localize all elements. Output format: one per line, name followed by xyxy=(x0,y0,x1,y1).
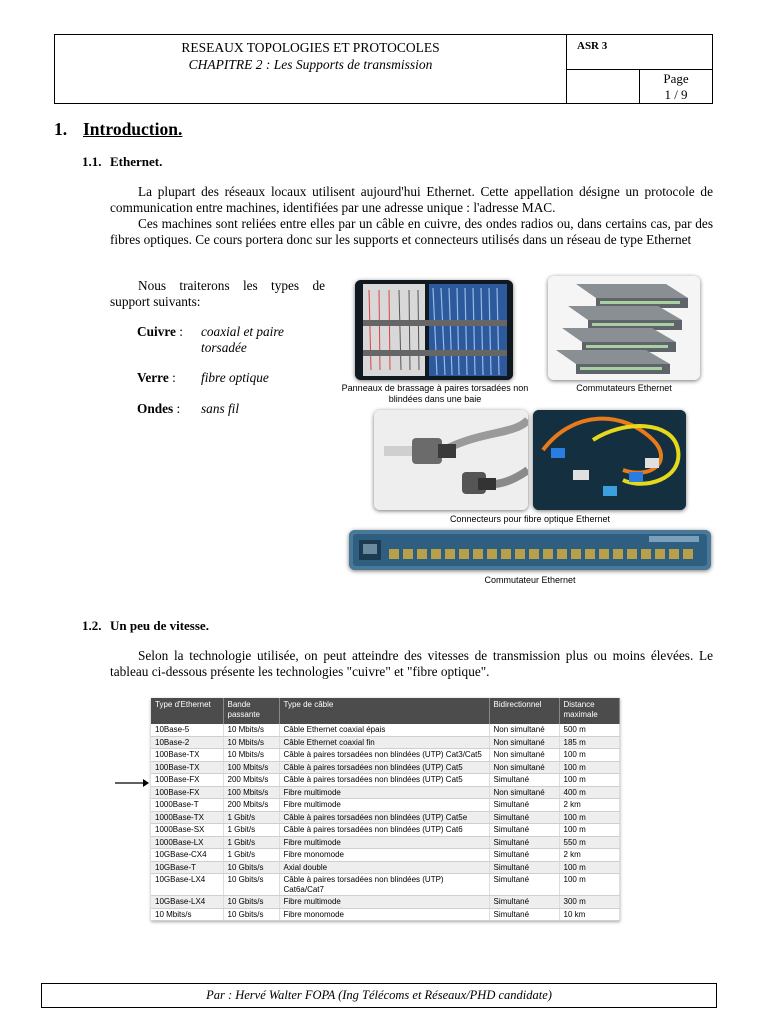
table-row: 100Base-FX 200 Mbits/s Câble à paires torsadées non blindées (UTP) Cat5 Simultané 100 m xyxy=(151,774,619,787)
switches-image xyxy=(548,276,700,380)
caption-patch-panels: Panneaux de brassage à paires torsadées non blindées dans une baie xyxy=(341,383,529,404)
media-item-glass: Verre : fibre optique xyxy=(137,370,269,385)
col-header-cable: Type de câble xyxy=(279,698,489,724)
page-number-cell xyxy=(639,69,712,103)
table-row: 100Base-FX 100 Mbits/s Fibre multimode Non simultané 400 m xyxy=(151,786,619,799)
switch-photo xyxy=(349,530,711,570)
fiber-connector-photo-2 xyxy=(533,410,686,510)
page-label: Page xyxy=(663,71,689,86)
table-row: 1000Base-SX 1 Gbit/s Câble à paires torsadées non blindées (UTP) Cat6 Simultané 100 m xyxy=(151,824,619,837)
page-header xyxy=(54,34,713,104)
chapter-title: CHAPITRE 2 : Les Supports de transmission xyxy=(188,57,433,72)
col-header-type: Type d'Ethernet xyxy=(151,698,223,724)
media-list xyxy=(110,278,325,310)
fiber-connector-photo-1 xyxy=(374,410,528,510)
section-title: Introduction. xyxy=(83,119,183,139)
speed-paragraph: Selon la technologie utilisée, on peut atteindre des vitesses de transmission plus ou moins élevées. Le tableau ci-dessous présente les technologies "cuivre" et "fibre optique". xyxy=(110,648,713,679)
paragraph-2: Ces machines sont reliées entre elles par un câble en cuivre, des ondes radios ou, dans certains cas, par des fibres optiques. Ce cours portera donc sur les supports et connecteurs utilisés dans un réseau de type Ethernet xyxy=(110,216,713,247)
caption-switches: Commutateurs Ethernet xyxy=(576,383,672,393)
col-header-bandwidth: Bande passante xyxy=(223,698,279,724)
media-list-intro: Nous traiterons les types de support suivants: xyxy=(110,278,325,309)
table-row: 10 Mbits/s 10 Gbits/s Fibre monomode Simultané 10 km xyxy=(151,908,619,921)
subsection-heading-speed: 1.2. Un peu de vitesse. xyxy=(82,618,209,633)
header-title-cell xyxy=(55,35,567,103)
patch-panel-image xyxy=(355,280,513,380)
ethernet-paragraph xyxy=(110,184,713,248)
table-row: 10Base-2 10 Mbits/s Câble Ethernet coaxial fin Non simultané 185 m xyxy=(151,736,619,749)
paragraph-1: La plupart des réseaux locaux utilisent aujourd'hui Ethernet. Cette appellation désigne un protocole de communication entre machines, identifiées par une adresse unique : l'adresse MAC. xyxy=(110,184,713,215)
table-row: 10GBase-LX4 10 Gbits/s Câble à paires torsadées non blindées (UTP) Cat6a/Cat7 Simultané 100 m xyxy=(151,874,619,896)
table-row: 1000Base-TX 1 Gbit/s Câble à paires torsadées non blindées (UTP) Cat5e Simultané 100 m xyxy=(151,811,619,824)
col-header-distance: Distance maximale xyxy=(559,698,619,724)
author-credit: Par : Hervé Walter FOPA (Ing Télécoms et Réseaux/PHD candidate) xyxy=(206,988,552,1002)
patch-panel-photo xyxy=(355,280,513,380)
table-row: 1000Base-LX 1 Gbit/s Fibre multimode Simultané 550 m xyxy=(151,836,619,849)
col-header-duplex: Bidirectionnel xyxy=(489,698,559,724)
media-item-waves: Ondes : sans fil xyxy=(137,401,240,416)
page-footer xyxy=(41,983,717,1008)
table-row: 10GBase-LX4 10 Gbits/s Fibre multimode Simultané 300 m xyxy=(151,896,619,909)
table-row: 100Base-TX 10 Mbits/s Câble à paires torsadées non blindées (UTP) Cat3/Cat5 Non simultané 100 m xyxy=(151,749,619,762)
table-row: 10GBase-T 10 Gbits/s Axial double Simultané 100 m xyxy=(151,861,619,874)
page-number: 1 / 9 xyxy=(664,87,688,102)
switches-photo xyxy=(548,276,700,380)
document-title: RESEAUX TOPOLOGIES ET PROTOCOLES xyxy=(181,40,440,55)
subsection-heading-ethernet: 1.1. Ethernet. xyxy=(82,154,163,169)
media-item-copper: Cuivre : coaxial et paire torsadée xyxy=(137,324,284,355)
table-row: 1000Base-T 200 Mbits/s Fibre multimode Simultané 2 km xyxy=(151,799,619,812)
fiber-connector-image-2 xyxy=(533,410,686,510)
arrow-right-icon xyxy=(115,777,149,789)
table-row: 100Base-TX 100 Mbits/s Câble à paires torsadées non blindées (UTP) Cat5 Non simultané 100 m xyxy=(151,761,619,774)
fiber-connector-image-1 xyxy=(374,410,528,510)
switch-image xyxy=(349,530,711,570)
caption-fiber-connectors: Connecteurs pour fibre optique Ethernet xyxy=(449,514,611,524)
caption-switch: Commutateur Ethernet xyxy=(484,575,576,585)
table-row: 10Base-5 10 Mbits/s Câble Ethernet coaxial épais Non simultané 500 m xyxy=(151,724,619,736)
ethernet-technologies-table xyxy=(151,698,620,921)
table-header-row xyxy=(151,698,619,724)
course-code: ASR 3 xyxy=(577,40,608,52)
table-row: 10GBase-CX4 1 Gbit/s Fibre monomode Simultané 2 km xyxy=(151,849,619,862)
section-heading-introduction: 1. Introduction. xyxy=(54,119,183,139)
